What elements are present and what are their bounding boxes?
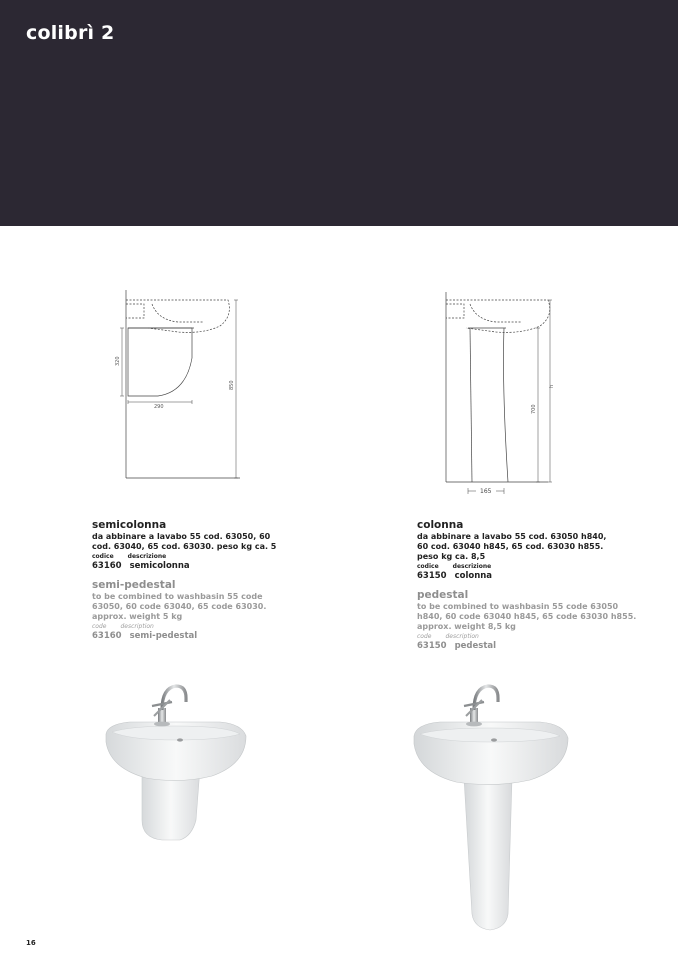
semi-pedestal-spec [92, 519, 322, 641]
semi-pedestal-photo [100, 680, 250, 845]
code-header: codice [92, 553, 114, 560]
product-code-en: 63150 [417, 641, 447, 651]
dim-height-small: 320 [115, 356, 121, 366]
spec-description-en: to be combined to washbasin 55 code 63050 h840, 60 code 63040 h845, 65 code 63030 h855. approx. weight 8,5 kg [417, 602, 637, 631]
dim-height-total: 850 [229, 380, 235, 390]
code-row-en [92, 631, 322, 641]
product-name-en: semi-pedestal [129, 631, 198, 641]
product-code: 63150 [417, 571, 447, 581]
code-header-row-en [92, 623, 322, 631]
spec-title-en: pedestal [417, 589, 469, 601]
product-name: semicolonna [129, 561, 190, 571]
code-header-row [417, 563, 657, 571]
code-header-en: code [417, 633, 432, 640]
desc-header: descrizione [127, 553, 167, 560]
desc-header-en: description [120, 623, 154, 630]
dim-height: 700 [531, 404, 537, 414]
spec-description: da abbinare a lavabo 55 cod. 63050 h840, 60 cod. 63040 h845, 65 cod. 63030 h855. peso kg ca. 8,5 [417, 532, 607, 561]
pedestal-photo [408, 682, 573, 934]
dim-width: 290 [154, 404, 164, 410]
spec-title: colonna [417, 519, 464, 531]
semi-pedestal-technical-drawing [108, 286, 248, 482]
page-title: colibrì 2 [26, 22, 115, 44]
desc-header: descrizione [452, 563, 492, 570]
spec-title-en: semi-pedestal [92, 579, 176, 591]
code-row-en [417, 641, 657, 651]
dim-h: h [549, 384, 555, 388]
product-name: colonna [454, 571, 493, 581]
spec-title: semicolonna [92, 519, 167, 531]
dim-width: 165 [480, 488, 492, 495]
code-row [417, 571, 657, 581]
header-band [0, 0, 678, 226]
code-header-row [92, 553, 322, 561]
spec-description-en: to be combined to washbasin 55 code 63050, 60 code 63040, 65 code 63030. approx. weight 5 kg [92, 592, 267, 621]
page-number: 16 [26, 939, 36, 947]
code-row [92, 561, 322, 571]
code-header: codice [417, 563, 439, 570]
spec-description: da abbinare a lavabo 55 cod. 63050, 60 cod. 63040, 65 cod. 63030. peso kg ca. 5 [92, 532, 277, 551]
product-name-en: pedestal [454, 641, 497, 651]
pedestal-spec [417, 519, 657, 651]
code-header-row-en [417, 633, 657, 641]
desc-header-en: description [445, 633, 479, 640]
pedestal-technical-drawing [436, 288, 566, 498]
product-code-en: 63160 [92, 631, 122, 641]
product-code: 63160 [92, 561, 122, 571]
code-header-en: code [92, 623, 107, 630]
